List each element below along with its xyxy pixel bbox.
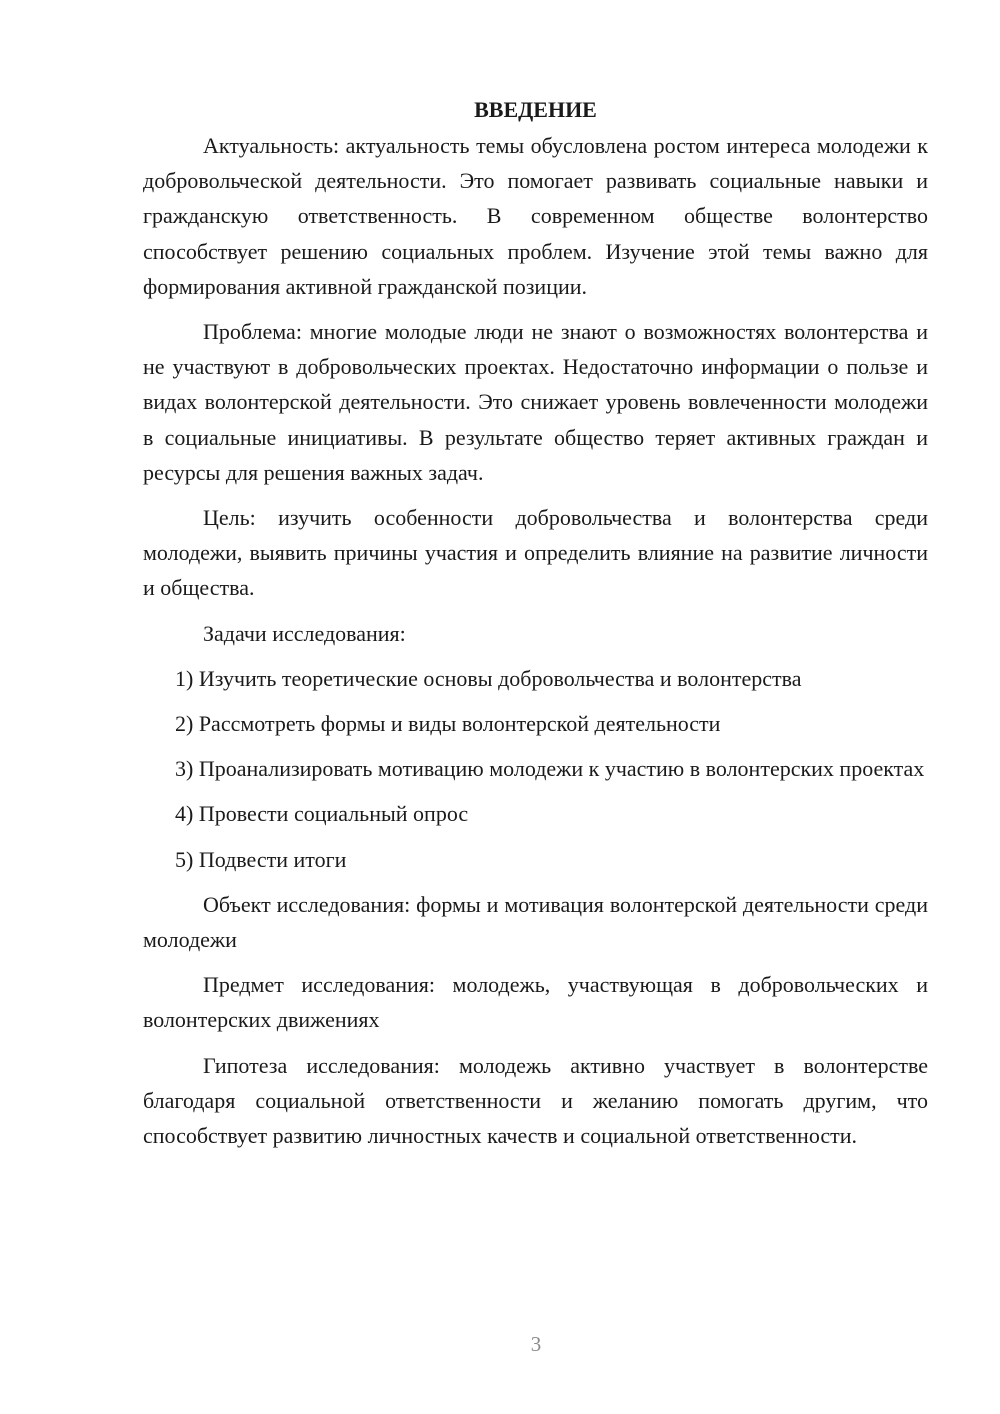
problem-paragraph: Проблема: многие молодые люди не знают о возможностях волонтерства и не участвуют в добровольческих проектах. Недостаточно информации о пользе и видах волонтерской деятельности. Это снижает уровень вовлеченности молодежи в социальные инициативы. В результате общество теряет активных граждан и ресурсы для решения важных задач. [143,319,928,485]
goal-paragraph: Цель: изучить особенности добровольчества и волонтерства среди молодежи, выявить причины участия и определить влияние на развитие личности и общества. [143,505,928,601]
object-paragraph: Объект исследования: формы и мотивация волонтерской деятельности среди молодежи [143,891,928,953]
document-page [143,92,928,1163]
tasks-heading: Задачи исследования: [203,620,406,646]
hypothesis-paragraph: Гипотеза исследования: молодежь активно участвует в волонтерстве благодаря социальной ответственности и желанию помогать другим, что способствует развитию личностных качеств и социальной ответственности. [143,1052,928,1149]
task-item: 5) Подвести итоги [175,846,347,872]
task-item: 3) Проанализировать мотивацию молодежи к участию в волонтерских проектах [175,756,925,782]
task-item: 1) Изучить теоретические основы добровольчества и волонтерства [175,665,802,691]
task-item: 2) Рассмотреть формы и виды волонтерской деятельности [175,711,721,737]
task-item: 4) Провести социальный опрос [175,801,469,827]
page-title: ВВЕДЕНИЕ [474,97,597,122]
relevance-paragraph: Актуальность: актуальность темы обусловлена ростом интереса молодежи к добровольческой деятельности. Это помогает развивать социальные навыки и гражданскую ответственность. В современном обществе волонтерство способствует решению социальных проблем. Изучение этой темы важно для формирования активной гражданской позиции. [143,133,928,299]
subject-paragraph: Предмет исследования: молодежь, участвующая в добровольческих и волонтерских движениях [143,972,928,1033]
page-number: 3 [530,1332,542,1356]
